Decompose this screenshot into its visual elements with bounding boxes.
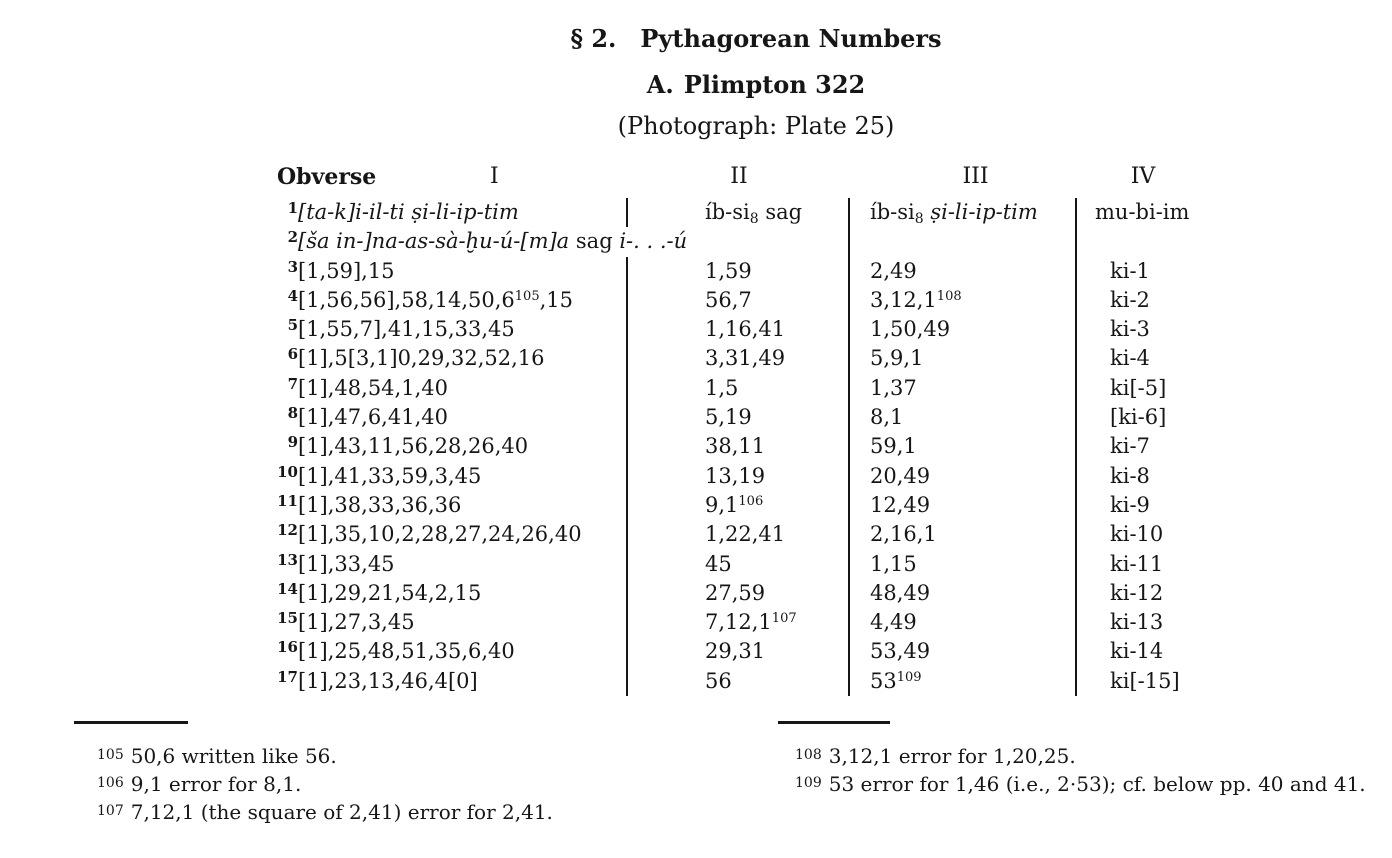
line-number: 3 (287, 257, 298, 276)
cell-text: ṣi-li-ip-tim (923, 200, 1038, 224)
cell-text: [1],35,10,2,28,27,24,26,40 (298, 522, 582, 547)
column-header-I: I (490, 164, 499, 189)
series-letter: A. (646, 70, 674, 99)
footnote-text: 50,6 written like 56. (130, 744, 337, 768)
section-title (267, 24, 1245, 54)
cell-II (628, 550, 850, 579)
cell-text: 1,16,41 (705, 317, 786, 342)
cell-III (850, 403, 1077, 432)
cell-IV (1077, 667, 1255, 696)
section-title-text: Pythagorean Numbers (640, 24, 942, 53)
cell-text: 48,49 (870, 580, 931, 605)
cell-II (628, 257, 850, 286)
cell-text: 7,12,1 (705, 610, 772, 635)
subscript-8: 8 (749, 211, 759, 227)
cell-text: 27,59 (705, 580, 766, 605)
footnote-number: 105 (97, 747, 124, 763)
cell-text: [1],29,21,54,2,15 (298, 580, 482, 605)
cell-text: ki-4 (1110, 346, 1150, 371)
cell-IV (1077, 491, 1255, 520)
header-cell-obverse (277, 160, 628, 198)
cell-text: 56 (705, 668, 732, 693)
column-header-IV: IV (1130, 164, 1156, 189)
footnote-ref: 109 (896, 669, 922, 685)
cell-II (628, 491, 850, 520)
cell-text: [1],38,33,36,36 (298, 492, 462, 517)
obverse-label: Obverse (277, 164, 377, 190)
footnote-text: 3,12,1 error for 1,20,25. (828, 744, 1076, 768)
cell-III (850, 374, 1077, 403)
cell-I (277, 491, 628, 520)
cell-text: 12,49 (870, 492, 931, 517)
cell-I (277, 432, 628, 461)
footnote-text: 7,12,1 (the square of 2,41) error for 2,41. (130, 800, 553, 824)
cell-text: 9,1 (705, 492, 739, 517)
cell-text: ki-7 (1110, 434, 1150, 459)
cell-II (628, 315, 850, 344)
cell-text: 1,5 (705, 375, 739, 400)
cell-text: 2,49 (870, 258, 917, 283)
cell-III (850, 550, 1077, 579)
cell-text: [1],33,45 (298, 551, 395, 576)
cell-II (628, 432, 850, 461)
cell-IV-empty (1077, 227, 1255, 256)
cell-IV (1077, 344, 1255, 373)
cell-text: [1],23,13,46,4[0] (298, 668, 478, 693)
cell-text: [ta-k]i-il-ti ṣi-li-ip-tim (298, 200, 519, 224)
cell-text: 53,49 (870, 639, 931, 664)
cell-text: [1],27,3,45 (298, 610, 415, 635)
cell-text: 1,22,41 (705, 522, 786, 547)
section-number: § 2. (570, 24, 617, 53)
cell-text: ki-12 (1110, 580, 1164, 605)
cell-III (850, 198, 1077, 227)
cell-text: 2,16,1 (870, 522, 937, 547)
cell-I (277, 462, 628, 491)
cell-II (628, 198, 850, 227)
cell-text: 8,1 (870, 405, 904, 430)
cell-I (277, 198, 628, 227)
cell-III (850, 286, 1077, 315)
subscript-8: 8 (914, 211, 924, 227)
cell-text: 5,9,1 (870, 346, 924, 371)
footnote-text: 53 error for 1,46 (i.e., 2·53); cf. below pp. 40 and 41. (828, 772, 1366, 796)
cell-text: [1],47,6,41,40 (298, 405, 448, 430)
footnote-number: 108 (795, 747, 822, 763)
line-number: 15 (277, 609, 298, 628)
cell-text: ki-13 (1110, 610, 1164, 635)
line-number: 1 (287, 199, 298, 217)
cell-I (277, 608, 628, 637)
cell-IV (1077, 520, 1255, 549)
cell-III (850, 667, 1077, 696)
cell-text: ki-10 (1110, 522, 1164, 547)
footnote-rule-left (74, 721, 188, 724)
cell-II (628, 667, 850, 696)
cell-II (628, 462, 850, 491)
cell-IV (1077, 198, 1255, 227)
cell-III (850, 344, 1077, 373)
line-number: 10 (277, 462, 298, 481)
cell-IV (1077, 257, 1255, 286)
line-number: 12 (277, 521, 298, 540)
cell-text: [1],48,54,1,40 (298, 375, 448, 400)
line-number: 5 (287, 316, 298, 335)
cell-text: 1,15 (870, 551, 917, 576)
cell-II (628, 637, 850, 666)
cell-III (850, 608, 1077, 637)
cell-text: i-. . .-ú (619, 229, 688, 254)
cell-text: [1],5[3,1]0,29,32,52,16 (298, 346, 545, 371)
column-header-III: III (962, 164, 989, 189)
cell-text: [1,59],15 (298, 258, 395, 283)
cell-IV (1077, 315, 1255, 344)
cell-text: 45 (705, 551, 732, 576)
cell-text: 3,12,1 (870, 287, 937, 312)
footnote-number: 109 (795, 775, 822, 791)
footnote-ref: 107 (771, 611, 797, 627)
cell-text: 1,37 (870, 375, 917, 400)
line-number: 7 (287, 374, 298, 393)
cell-text: ki[-15] (1110, 668, 1180, 693)
cell-text: ki-11 (1110, 551, 1164, 576)
cell-IV (1077, 608, 1255, 637)
cell-text: 29,31 (705, 639, 766, 664)
cell-I-II-merged (277, 227, 850, 256)
footnotes-left (97, 742, 553, 826)
cell-IV (1077, 637, 1255, 666)
cell-IV (1077, 550, 1255, 579)
cell-text: [1,55,7],41,15,33,45 (298, 317, 515, 342)
subtitle (267, 71, 1245, 99)
footnote-number: 107 (97, 803, 124, 819)
cell-text: ki-2 (1110, 287, 1150, 312)
cell-III (850, 491, 1077, 520)
line-number: 17 (277, 667, 298, 686)
cell-text: ,15 (539, 287, 574, 312)
footnote-ref: 108 (936, 288, 962, 304)
cell-I (277, 550, 628, 579)
cell-text: ki-1 (1110, 258, 1150, 283)
cell-text: [ša in-]na-as-sà-ḫu-ú-[m]a (298, 229, 570, 254)
line-number: 14 (277, 579, 298, 598)
cell-I (277, 403, 628, 432)
cell-I (277, 344, 628, 373)
cell-III (850, 257, 1077, 286)
cell-I (277, 637, 628, 666)
heading-block (267, 24, 1245, 140)
cell-II (628, 403, 850, 432)
cell-text: 56,7 (705, 287, 752, 312)
footnote-ref: 106 (738, 493, 764, 509)
cell-III (850, 432, 1077, 461)
cell-text: sag (569, 229, 620, 254)
cell-text: 3,31,49 (705, 346, 786, 371)
cell-text: [1],25,48,51,35,6,40 (298, 639, 515, 664)
cell-text: 20,49 (870, 463, 931, 488)
photo-caption: (Photograph: Plate 25) (617, 112, 895, 140)
line-number: 11 (277, 491, 298, 510)
cell-I (277, 257, 628, 286)
cell-text: ki-14 (1110, 639, 1164, 664)
cell-II (628, 374, 850, 403)
cell-text: 59,1 (870, 434, 917, 459)
cell-I (277, 286, 628, 315)
cell-text: mu-bi-im (1095, 200, 1190, 224)
cell-text: ki[-5] (1110, 375, 1167, 400)
cell-II (628, 286, 850, 315)
table-body (277, 198, 1255, 696)
cell-text: 1,59 (705, 258, 752, 283)
cell-II (628, 608, 850, 637)
line-number: 8 (287, 404, 298, 423)
cell-text: íb-si (705, 200, 750, 224)
column-header-II: II (730, 164, 748, 189)
cell-text: ki-9 (1110, 492, 1150, 517)
cell-I (277, 667, 628, 696)
cell-text: [1],43,11,56,28,26,40 (298, 434, 529, 459)
plimpton-322-table (277, 160, 1255, 696)
cell-text: 1,50,49 (870, 317, 951, 342)
cell-text: ki-3 (1110, 317, 1150, 342)
cell-I (277, 579, 628, 608)
cell-III (850, 520, 1077, 549)
footnote-number: 106 (97, 775, 124, 791)
footnote (795, 770, 1366, 798)
cell-III (850, 462, 1077, 491)
line-number: 13 (277, 550, 298, 569)
cell-I (277, 315, 628, 344)
footnote (97, 798, 553, 826)
cell-IV (1077, 462, 1255, 491)
footnote-rule-right (778, 721, 890, 724)
cell-IV (1077, 432, 1255, 461)
cell-II (628, 520, 850, 549)
cell-III (850, 315, 1077, 344)
cell-IV (1077, 286, 1255, 315)
line-number: 4 (287, 286, 298, 305)
cell-text: 13,19 (705, 463, 766, 488)
cell-IV (1077, 579, 1255, 608)
cell-text: 38,11 (705, 434, 766, 459)
cell-text: [1],41,33,59,3,45 (298, 463, 482, 488)
footnote (97, 770, 553, 798)
footnotes-right (795, 742, 1366, 798)
footnote (795, 742, 1366, 770)
cell-I (277, 374, 628, 403)
cell-text: sag (758, 200, 803, 224)
cell-text: 53 (870, 668, 897, 693)
footnote-text: 9,1 error for 8,1. (130, 772, 302, 796)
line-number: 6 (287, 345, 298, 364)
table-header-row (277, 160, 1255, 198)
footnote-ref: 105 (514, 288, 540, 304)
cell-I (277, 520, 628, 549)
cell-IV (1077, 374, 1255, 403)
footnote (97, 742, 553, 770)
cell-text: ki-8 (1110, 463, 1150, 488)
cell-III (850, 637, 1077, 666)
cell-text: 5,19 (705, 405, 752, 430)
cell-text: [1,56,56],58,14,50,6 (298, 287, 515, 312)
cell-III (850, 579, 1077, 608)
cell-text: 4,49 (870, 610, 917, 635)
cell-IV (1077, 403, 1255, 432)
line-number: 2 (287, 228, 298, 247)
subtitle-text: Plimpton 322 (683, 70, 866, 99)
cell-text: íb-si (870, 200, 915, 224)
line-number: 16 (277, 638, 298, 657)
cell-II (628, 344, 850, 373)
cell-III-empty (850, 227, 1077, 256)
line-number: 9 (287, 433, 298, 452)
cell-II (628, 579, 850, 608)
cell-text: [ki-6] (1110, 405, 1167, 430)
